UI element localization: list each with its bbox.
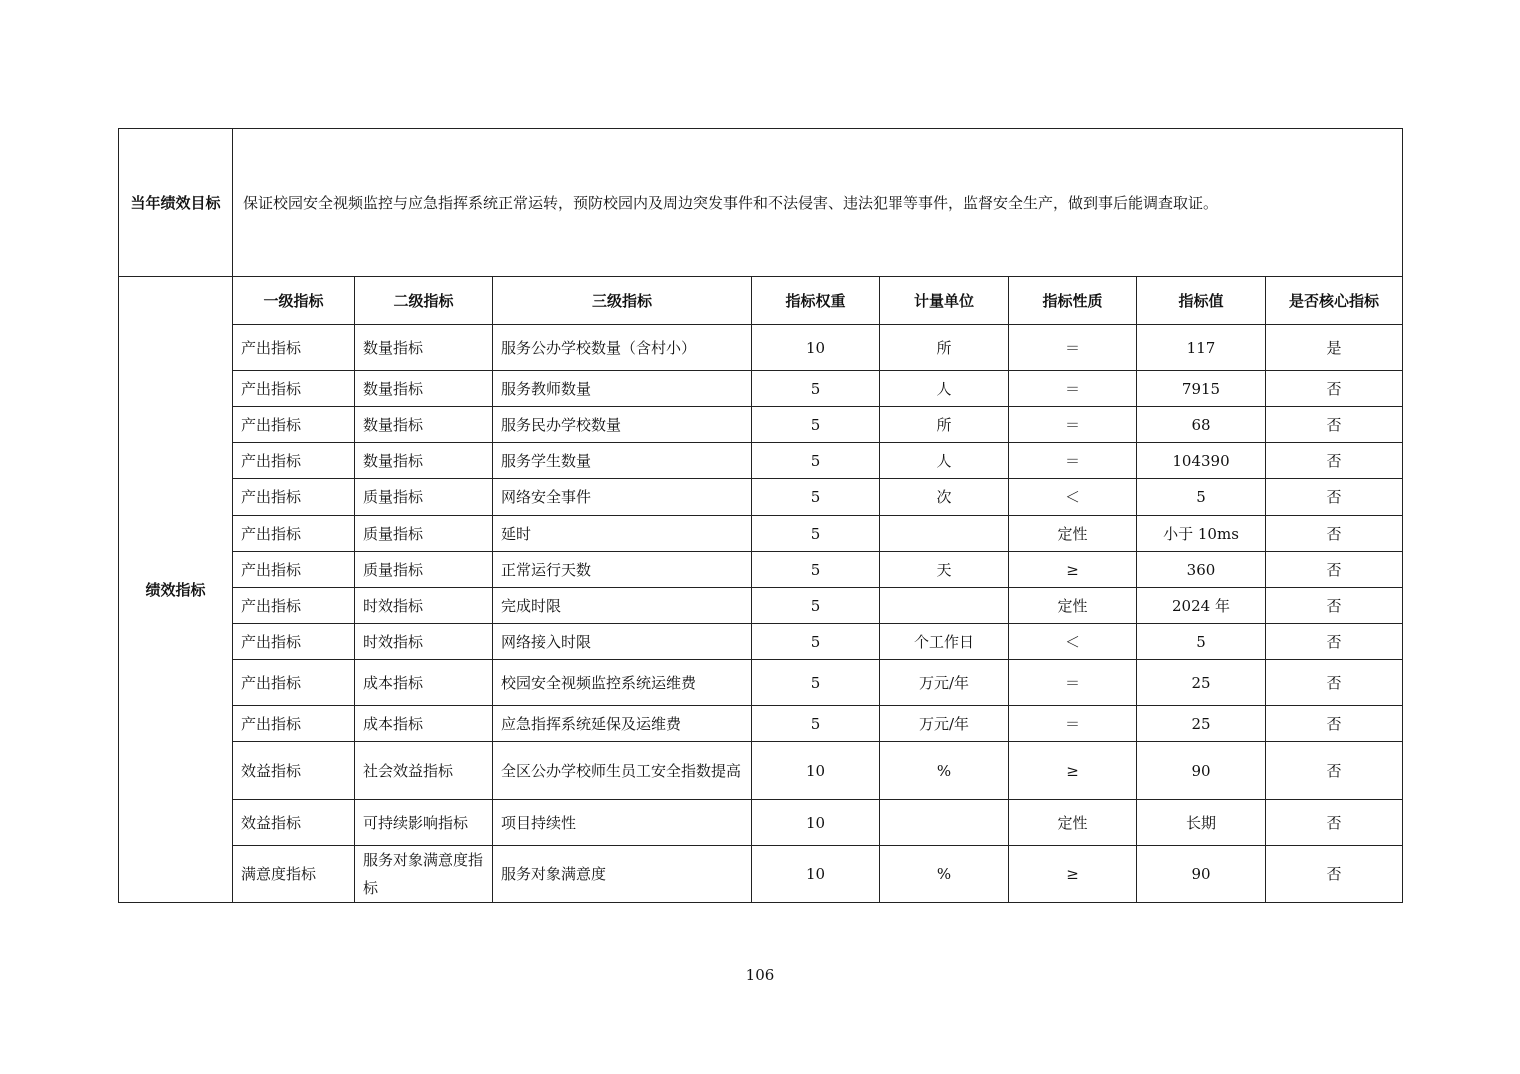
cell-weight: 10 (752, 800, 880, 846)
performance-table (118, 128, 1403, 903)
cell-level2: 数量指标 (355, 407, 493, 443)
cell-weight: 5 (752, 443, 880, 479)
table-row (119, 800, 1403, 846)
cell-unit: 万元/年 (880, 660, 1009, 706)
column-header-nature: 指标性质 (1009, 277, 1137, 325)
cell-value: 25 (1137, 706, 1266, 742)
cell-nature: ＜ (1009, 624, 1137, 660)
cell-value: 25 (1137, 660, 1266, 706)
cell-level1: 产出指标 (233, 443, 355, 479)
column-header-level1: 一级指标 (233, 277, 355, 325)
cell-core: 否 (1266, 443, 1403, 479)
cell-level1: 产出指标 (233, 706, 355, 742)
cell-level2: 数量指标 (355, 325, 493, 371)
cell-weight: 5 (752, 371, 880, 407)
cell-core: 否 (1266, 588, 1403, 624)
cell-nature: ＝ (1009, 325, 1137, 371)
goal-row (119, 129, 1403, 277)
cell-level1: 产出指标 (233, 479, 355, 516)
cell-nature: ＝ (1009, 371, 1137, 407)
cell-core: 否 (1266, 516, 1403, 552)
cell-level1: 效益指标 (233, 800, 355, 846)
cell-level3: 应急指挥系统延保及运维费 (493, 706, 752, 742)
cell-value: 5 (1137, 479, 1266, 516)
cell-nature: ＜ (1009, 479, 1137, 516)
cell-nature: ≥ (1009, 742, 1137, 800)
cell-value: 68 (1137, 407, 1266, 443)
cell-unit: 所 (880, 407, 1009, 443)
column-header-value: 指标值 (1137, 277, 1266, 325)
column-header-unit: 计量单位 (880, 277, 1009, 325)
cell-weight: 10 (752, 846, 880, 903)
goal-text: 保证校园安全视频监控与应急指挥系统正常运转，预防校园内及周边突发事件和不法侵害、违法犯罪等事件，监督安全生产，做到事后能调查取证。 (233, 129, 1403, 277)
cell-weight: 10 (752, 742, 880, 800)
cell-level3: 完成时限 (493, 588, 752, 624)
table-row (119, 742, 1403, 800)
cell-core: 是 (1266, 325, 1403, 371)
cell-unit: 次 (880, 479, 1009, 516)
cell-nature: ＝ (1009, 706, 1137, 742)
cell-value: 360 (1137, 552, 1266, 588)
cell-value: 104390 (1137, 443, 1266, 479)
cell-level2: 可持续影响指标 (355, 800, 493, 846)
cell-nature: ≥ (1009, 552, 1137, 588)
table-row (119, 443, 1403, 479)
cell-level3: 正常运行天数 (493, 552, 752, 588)
cell-level1: 产出指标 (233, 516, 355, 552)
table-row (119, 846, 1403, 903)
cell-level3: 服务教师数量 (493, 371, 752, 407)
cell-level3: 服务学生数量 (493, 443, 752, 479)
cell-weight: 10 (752, 325, 880, 371)
cell-level3: 延时 (493, 516, 752, 552)
cell-value: 长期 (1137, 800, 1266, 846)
cell-level1: 产出指标 (233, 660, 355, 706)
cell-value: 7915 (1137, 371, 1266, 407)
cell-unit: 天 (880, 552, 1009, 588)
cell-level3: 全区公办学校师生员工安全指数提高 (493, 742, 752, 800)
cell-level3: 项目持续性 (493, 800, 752, 846)
cell-core: 否 (1266, 846, 1403, 903)
cell-level2: 社会效益指标 (355, 742, 493, 800)
cell-weight: 5 (752, 660, 880, 706)
cell-unit: % (880, 742, 1009, 800)
cell-weight: 5 (752, 588, 880, 624)
cell-level1: 满意度指标 (233, 846, 355, 903)
cell-value: 5 (1137, 624, 1266, 660)
column-header-level2: 二级指标 (355, 277, 493, 325)
column-header-weight: 指标权重 (752, 277, 880, 325)
cell-level2: 时效指标 (355, 624, 493, 660)
cell-core: 否 (1266, 552, 1403, 588)
cell-unit (880, 588, 1009, 624)
cell-weight: 5 (752, 479, 880, 516)
cell-core: 否 (1266, 706, 1403, 742)
cell-nature: 定性 (1009, 800, 1137, 846)
header-row (119, 277, 1403, 325)
cell-level3: 网络安全事件 (493, 479, 752, 516)
table-row (119, 325, 1403, 371)
cell-core: 否 (1266, 407, 1403, 443)
cell-level3: 校园安全视频监控系统运维费 (493, 660, 752, 706)
cell-weight: 5 (752, 552, 880, 588)
cell-level1: 产出指标 (233, 588, 355, 624)
cell-core: 否 (1266, 371, 1403, 407)
cell-value: 90 (1137, 846, 1266, 903)
table-row (119, 660, 1403, 706)
table-row (119, 552, 1403, 588)
cell-level2: 质量指标 (355, 552, 493, 588)
cell-value: 2024 年 (1137, 588, 1266, 624)
cell-value: 90 (1137, 742, 1266, 800)
goal-label: 当年绩效目标 (119, 129, 233, 277)
cell-level1: 产出指标 (233, 371, 355, 407)
cell-unit: 人 (880, 443, 1009, 479)
cell-core: 否 (1266, 624, 1403, 660)
cell-level2: 数量指标 (355, 371, 493, 407)
cell-level3: 服务对象满意度 (493, 846, 752, 903)
table-row (119, 624, 1403, 660)
cell-weight: 5 (752, 624, 880, 660)
cell-level3: 服务公办学校数量（含村小） (493, 325, 752, 371)
cell-value: 小于 10ms (1137, 516, 1266, 552)
cell-nature: 定性 (1009, 516, 1137, 552)
table-row (119, 407, 1403, 443)
cell-nature: ＝ (1009, 660, 1137, 706)
cell-unit (880, 800, 1009, 846)
cell-unit: % (880, 846, 1009, 903)
table-row (119, 371, 1403, 407)
cell-weight: 5 (752, 706, 880, 742)
cell-level3: 服务民办学校数量 (493, 407, 752, 443)
page-number: 106 (745, 966, 775, 984)
cell-unit: 所 (880, 325, 1009, 371)
cell-core: 否 (1266, 660, 1403, 706)
indicators-label: 绩效指标 (119, 277, 233, 903)
cell-nature: ＝ (1009, 407, 1137, 443)
cell-level2: 质量指标 (355, 479, 493, 516)
cell-unit (880, 516, 1009, 552)
cell-level1: 效益指标 (233, 742, 355, 800)
cell-nature: 定性 (1009, 588, 1137, 624)
cell-level2: 服务对象满意度指标 (355, 846, 493, 903)
cell-nature: ＝ (1009, 443, 1137, 479)
cell-level2: 质量指标 (355, 516, 493, 552)
table-row (119, 479, 1403, 516)
cell-level2: 时效指标 (355, 588, 493, 624)
cell-core: 否 (1266, 800, 1403, 846)
cell-core: 否 (1266, 479, 1403, 516)
cell-level1: 产出指标 (233, 624, 355, 660)
column-header-level3: 三级指标 (493, 277, 752, 325)
cell-weight: 5 (752, 407, 880, 443)
cell-core: 否 (1266, 742, 1403, 800)
column-header-core: 是否核心指标 (1266, 277, 1403, 325)
table-row (119, 516, 1403, 552)
cell-unit: 万元/年 (880, 706, 1009, 742)
cell-level2: 成本指标 (355, 660, 493, 706)
cell-unit: 人 (880, 371, 1009, 407)
cell-level1: 产出指标 (233, 552, 355, 588)
cell-level1: 产出指标 (233, 325, 355, 371)
cell-value: 117 (1137, 325, 1266, 371)
cell-unit: 个工作日 (880, 624, 1009, 660)
cell-level2: 成本指标 (355, 706, 493, 742)
table-row (119, 706, 1403, 742)
cell-nature: ≥ (1009, 846, 1137, 903)
cell-level3: 网络接入时限 (493, 624, 752, 660)
cell-level2: 数量指标 (355, 443, 493, 479)
cell-weight: 5 (752, 516, 880, 552)
cell-level1: 产出指标 (233, 407, 355, 443)
table-row (119, 588, 1403, 624)
